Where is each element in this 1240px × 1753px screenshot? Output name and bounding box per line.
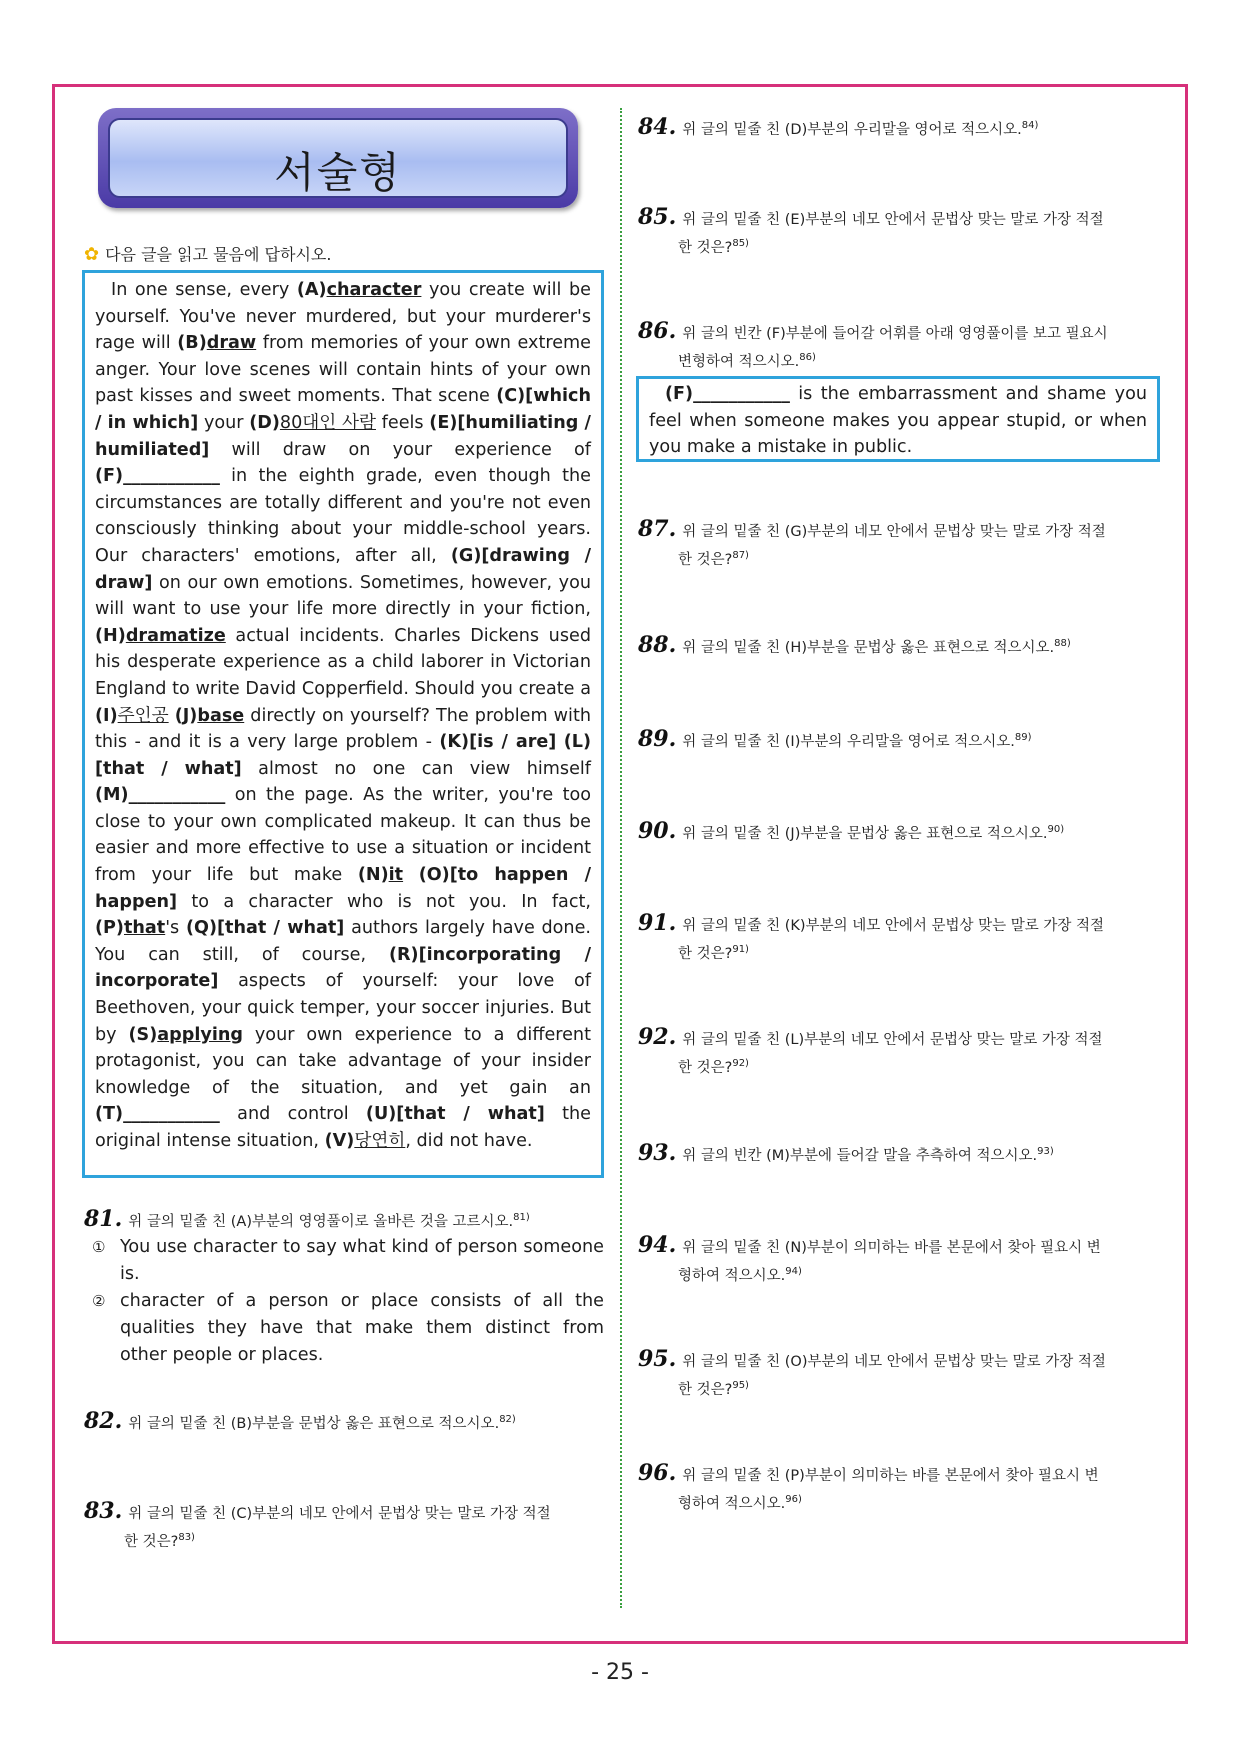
q81-options <box>92 1234 604 1369</box>
question-85: 85. 위 글의 밑줄 친 (E)부분의 네모 안에서 문법상 맞는 말로 가장 적절 한 것은?$^{85)}$ <box>638 204 1104 256</box>
question-84: 84. 위 글의 밑줄 친 (D)부분의 우리말을 영어로 적으시오.$^{84)}$ <box>638 113 1039 140</box>
title-banner <box>98 108 578 208</box>
page-title: 서술형 <box>274 148 402 197</box>
blank-f-label: (F)___________ <box>665 384 790 404</box>
choice-c: (C)[which / in which] <box>95 386 591 433</box>
option-1[interactable]: ① You use character to say what kind of person someone is. <box>92 1237 604 1284</box>
definition-text: is the embarrassment and shame you feel when someone makes you appear stupid, or when you make a mistake in public. <box>649 384 1147 458</box>
underlined-b: draw <box>206 333 257 354</box>
choice-l: (L)[that / what] <box>95 732 591 779</box>
question-92: 92. 위 글의 밑줄 친 (L)부분의 네모 안에서 문법상 맞는 말로 가장 적절 한 것은?$^{92)}$ <box>638 1024 1103 1076</box>
flower-icon: ✿ <box>84 244 100 265</box>
underlined-i: 주인공 <box>117 705 169 726</box>
underlined-d: 80대인 사람 <box>279 412 376 433</box>
choice-e: (E)[humiliating / humiliated] <box>95 412 591 460</box>
marker-s: (S) <box>128 1024 158 1045</box>
question-93: 93. 위 글의 빈칸 (M)부분에 들어갈 말을 추측하여 적으시오.$^{93)}$ <box>638 1139 1054 1166</box>
instruction-text: 다음 글을 읽고 물음에 답하시오. <box>105 245 332 264</box>
question-94: 94. 위 글의 밑줄 친 (N)부분이 의미하는 바를 본문에서 찾아 필요시 변 형하여 적으시오.$^{94)}$ <box>638 1232 1101 1284</box>
marker-p: (P) <box>95 918 124 939</box>
underlined-s: applying <box>157 1024 243 1045</box>
question-81: 81. 위 글의 밑줄 친 (A)부분의 영영풀이로 올바른 것을 고르시오.$^{81)}$ <box>84 1205 530 1232</box>
passage-paragraph: In one sense, every (A)character you create will be yourself. You've never murdered, but your murderer's rage will (B)draw from memories of your own extreme anger. Your love scenes will contain hints of your own past kisses and sweet moments. That scene (C)[which / in which] your (D)80대인 사람 feels (E)[humiliating / humiliated] will draw on your experience of (F)___________ in the eighth grade, even though the circumstances are totally different and you're not even consciously thinking about your middle-school years. Our characters' emotions, after all, (G)[drawing / draw] on our own emotions. Sometimes, however, you will want to use your life more directly in your fiction, (H)dramatize actual incidents. Charles Dickens used his desperate experience as a child laborer in Victorian England to write David Copperfield. Should you create a (I)주인공 (J)base directly on yourself? The problem with this - and it is a very large problem - (K)[is / are] (L)[that / what] almost no one can view himself (M)___________ on the page. As the writer, you're too close to your own complicated makeup. It can thus be easier and more effective to use a situation or incident from your life but make (N)it (O)[to happen / happen] to a character who is not you. In fact, (P)that's (Q)[that / what] authors largely have done. You can still, of course, (R)[incorporating / incorporate] aspects of yourself: your love of Beethoven, your quick temper, your soccer injuries. But by (S)applying your own experience to a different protagonist, you can take advantage of your insider knowledge of the situation, and yet gain an (T)___________ and control (U)[that / what] the original intense situation, (V)당연히, did not have. <box>95 280 592 1151</box>
blank-f: (F)___________ <box>95 466 220 487</box>
question-96: 96. 위 글의 밑줄 친 (P)부분이 의미하는 바를 본문에서 찾아 필요시 변 형하여 적으시오.$^{96)}$ <box>638 1460 1099 1512</box>
choice-o: (O)[to happen / happen] <box>95 865 591 912</box>
question-83: 83. 위 글의 밑줄 친 (C)부분의 네모 안에서 문법상 맞는 말로 가장 적절 한 것은?$^{83)}$ <box>84 1498 551 1550</box>
option-2[interactable]: ② character of a person or place consists of all the qualities they have that make them distinct from other people or places. <box>92 1291 604 1365</box>
marker-i: (I) <box>95 705 118 726</box>
underlined-h: dramatize <box>125 625 226 646</box>
question-89: 89. 위 글의 밑줄 친 (I)부분의 우리말을 영어로 적으시오.$^{89)}$ <box>638 725 1032 752</box>
choice-q: (Q)[that / what] <box>185 918 345 939</box>
choice-g: (G)[drawing / draw] <box>95 545 591 593</box>
question-86: 86. 위 글의 빈칸 (F)부분에 들어갈 어휘를 아래 영영풀이를 보고 필요시 변형하여 적으시오.$^{86)}$ <box>638 318 1108 370</box>
page-number: - 25 - <box>591 1660 649 1685</box>
underlined-a: character <box>326 280 422 300</box>
question-88: 88. 위 글의 밑줄 친 (H)부분을 문법상 옳은 표현으로 적으시오.$^{88)}$ <box>638 631 1071 658</box>
definition-box <box>636 376 1160 462</box>
reading-passage <box>82 270 604 1178</box>
question-82: 82. 위 글의 밑줄 친 (B)부분을 문법상 옳은 표현으로 적으시오.$^{82)}$ <box>84 1407 516 1434</box>
title-banner-inner <box>108 118 568 198</box>
blank-m: (M)___________ <box>95 785 226 806</box>
marker-n: (N) <box>357 865 389 886</box>
marker-h: (H) <box>95 625 126 646</box>
underlined-p: that <box>123 918 166 939</box>
choice-k: (K)[is / are] <box>439 732 557 753</box>
marker-d: (D) <box>249 412 280 433</box>
instruction <box>84 242 331 265</box>
question-95: 95. 위 글의 밑줄 친 (O)부분의 네모 안에서 문법상 맞는 말로 가장 적절 한 것은?$^{95)}$ <box>638 1346 1106 1398</box>
underlined-j: base <box>197 705 245 726</box>
underlined-v: 당연히 <box>354 1131 406 1151</box>
choice-r: (R)[incorporating / incorporate] <box>95 944 592 992</box>
marker-j: (J) <box>174 705 198 726</box>
question-90: 90. 위 글의 밑줄 친 (J)부분을 문법상 옳은 표현으로 적으시오.$^{90)}$ <box>638 817 1065 844</box>
question-87: 87. 위 글의 밑줄 친 (G)부분의 네모 안에서 문법상 맞는 말로 가장 적절 한 것은?$^{87)}$ <box>638 516 1106 568</box>
column-divider <box>620 108 622 1608</box>
underlined-n: it <box>388 865 404 886</box>
marker-a: (A) <box>296 280 327 300</box>
marker-v: (V) <box>324 1131 355 1151</box>
blank-t: (T)___________ <box>95 1104 220 1125</box>
marker-b: (B) <box>177 333 207 354</box>
question-91: 91. 위 글의 밑줄 친 (K)부분의 네모 안에서 문법상 맞는 말로 가장 적절 한 것은?$^{91)}$ <box>638 910 1104 962</box>
choice-u: (U)[that / what] <box>365 1104 545 1125</box>
